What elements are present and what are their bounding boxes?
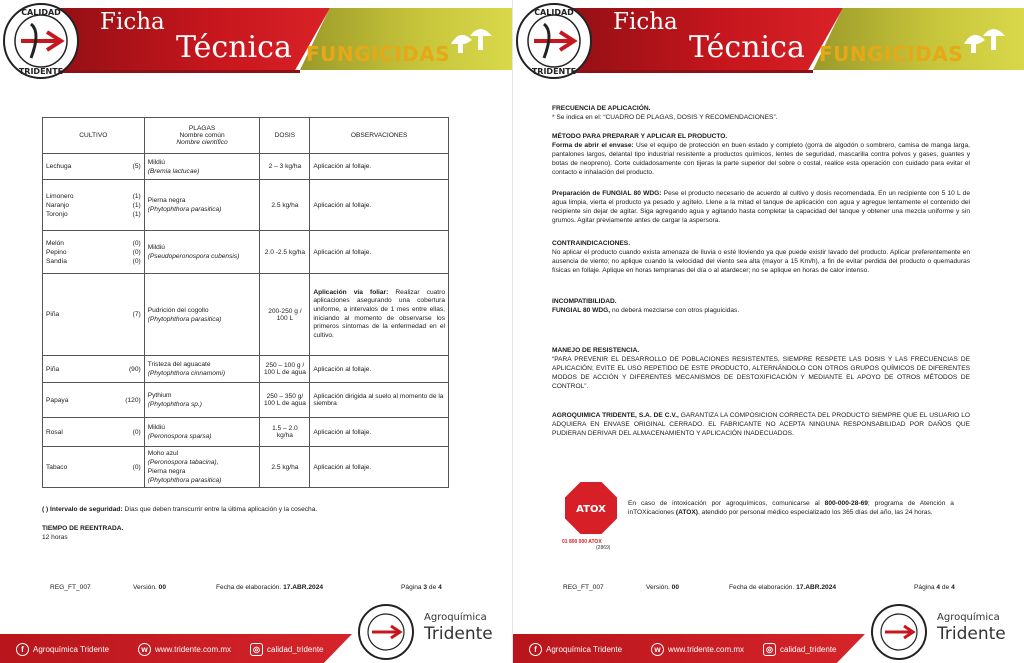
- resistance-section: [552, 346, 970, 391]
- obs-text: Aplicación al follaje.: [313, 163, 372, 170]
- pest-common-name: Moho azul: [147, 450, 179, 457]
- header-category: FUNGICIDAS: [306, 42, 451, 66]
- interval-text: Días que deben transcurrir entre la última aplicación y la cosecha.: [122, 506, 318, 513]
- instagram-icon: ◎: [763, 643, 776, 656]
- incompatibility-title: INCOMPATIBILIDAD.: [552, 298, 617, 305]
- preparation-text: Pese el producto necesario de acuerdo al cultivo y dosis recomendada. En un recipiente con 5 10 L de agua limpia, vierta el producto ya pesado y agítelo. Llene a la mitad el tanque de aplicación con agua y agregue lentamente el contenido del recipiente sin dejar de agitar. Siga agregando agua y agitando hasta completar la capacidad del tanque y obtener una mezcla uniforme y sin grumos. Agitar previamente antes de cargar la aspersora.: [552, 190, 970, 224]
- cell-cultivo: [43, 418, 145, 447]
- crop-name: Rosal: [46, 428, 63, 436]
- safety-interval: (5): [132, 163, 141, 170]
- facebook-text: Agroquímica Tridente: [33, 645, 110, 654]
- cell-plaga: [144, 383, 260, 418]
- pest-common-name: Pierna negra: [147, 468, 186, 475]
- brand-top: Agroquímica: [424, 612, 487, 623]
- safety-interval: (0): [132, 257, 141, 265]
- cell-plaga: [144, 447, 260, 488]
- safety-interval: (1): [132, 192, 141, 200]
- cell-cultivo: [43, 180, 145, 231]
- cell-cultivo: [43, 154, 145, 180]
- intox-text-2: ; programa de Atención a inTOXicaciones: [628, 500, 954, 516]
- footer-page: [401, 584, 442, 591]
- crop-name: Limonero: [46, 192, 74, 200]
- crop-name: Melón: [46, 239, 64, 247]
- web-icon: w: [651, 643, 664, 656]
- col-nombre-comun: Nombre común: [179, 132, 225, 139]
- crop-line: [46, 310, 141, 319]
- footer-reg-right: REG_FT_007: [563, 584, 604, 591]
- col-cultivo: CULTIVO: [43, 118, 145, 154]
- obs-text: Aplicación al follaje.: [313, 248, 372, 256]
- pest-scientific-name: (Bremia lactucae): [147, 167, 200, 175]
- cell-dosis: 2.5 kg/ha: [260, 447, 310, 488]
- col-observaciones: OBSERVACIONES: [310, 118, 449, 154]
- pest-scientific-name: (Phytophthora sp.): [147, 401, 202, 408]
- svg-text:CALIDAD: CALIDAD: [21, 8, 61, 17]
- obs-text: Realizar cuatro aplicaciones asegurando una cobertura uniforme, a intervalos de 1 mes entre ellas, iniciando al momento de observarse los primeros síntomas de la enfermedad en el cultivo.: [313, 288, 445, 339]
- obs-bold-label: Aplicación vía foliar:: [313, 288, 389, 296]
- mushroom-icon: [959, 22, 1009, 62]
- footer-page-total: 4: [438, 584, 442, 591]
- footer-date-value: 17.ABR.2024: [283, 584, 324, 591]
- contraindications-section: [552, 239, 970, 275]
- crop-name: Sandía: [46, 257, 67, 265]
- table-row: [43, 418, 449, 447]
- crop-line: [46, 162, 141, 171]
- footer-version-value: 00: [158, 584, 167, 591]
- obs-text: Aplicación al follaje.: [313, 365, 372, 373]
- cell-cultivo: [43, 356, 145, 383]
- cell-observaciones: [310, 180, 449, 231]
- pest-common-name: Mildiú: [147, 244, 165, 251]
- cell-plaga: [144, 418, 260, 447]
- col-nombre-cientifico: Nombre científico: [176, 139, 228, 146]
- brand-bottom: Tridente: [424, 624, 493, 644]
- safety-interval: (120): [125, 396, 141, 404]
- footer-page-of-right: de: [941, 584, 950, 591]
- frequency-title: FRECUENCIA DE APLICACIÓN.: [552, 105, 651, 112]
- cell-plaga: [144, 274, 260, 356]
- cell-dosis: 250 – 100 g / 100 L de agua: [260, 356, 310, 383]
- footer-brand-right: [937, 612, 1006, 644]
- footer-version-label: Versión.: [133, 584, 157, 591]
- footer-reg: REG_FT_007: [50, 584, 91, 591]
- safety-interval: (0): [132, 239, 141, 247]
- obs-text: Aplicación al follaje.: [313, 201, 372, 209]
- footer-page-total-right: 4: [951, 584, 955, 591]
- instagram-link[interactable]: [250, 643, 323, 656]
- header-title-tecnica: Técnica: [176, 30, 292, 65]
- intox-text-1: En caso de intoxicación por agroquímicos, comunicarse al: [628, 500, 825, 507]
- method-title: MÉTODO PARA PREPARAR Y APLICAR EL PRODUCTO.: [552, 133, 728, 140]
- instagram-text-right: calidad_tridente: [780, 645, 837, 654]
- footer-page-of: de: [428, 584, 437, 591]
- footer-page-label: Página: [401, 584, 422, 591]
- safety-interval: (0): [132, 428, 141, 436]
- cell-plaga: [144, 231, 260, 274]
- intox-phone: 800-000-28-69: [824, 500, 868, 507]
- crop-name: Toronjo: [46, 210, 68, 218]
- cell-plaga: [144, 356, 260, 383]
- reentry-title: TIEMPO DE REENTRADA.: [42, 525, 124, 532]
- table-row: [43, 274, 449, 356]
- pest-common-name: Pythium: [147, 392, 172, 399]
- crop-line: [46, 210, 141, 219]
- cell-dosis: 2 – 3 kg/ha: [260, 154, 310, 180]
- header-title-ficha: Ficha: [100, 9, 165, 35]
- cell-observaciones: [310, 418, 449, 447]
- footer-date-value-right: 17.ABR.2024: [796, 584, 837, 591]
- safety-interval: (1): [132, 210, 141, 218]
- atox-phone: 01 800 000 ATOX: [562, 539, 602, 545]
- method-section: [552, 132, 970, 177]
- pest-scientific-name: (Phytophthora parasitica): [147, 315, 222, 323]
- atox-sign-text: ATOX: [576, 504, 606, 515]
- obs-text: Aplicación dirigida al suelo al momento de la siembra: [313, 393, 444, 407]
- cell-cultivo: [43, 274, 145, 356]
- incompatibility-text: no deberá mezclarse con otros plaguicidas.: [610, 307, 740, 314]
- cell-dosis: 200-250 g / 100 L: [260, 274, 310, 356]
- cell-observaciones: [310, 231, 449, 274]
- col-dosis: DOSIS: [260, 118, 310, 154]
- brand-top-right: Agroquímica: [937, 612, 1000, 623]
- crop-name: Tabaco: [46, 463, 68, 471]
- contraindications-title: CONTRAINDICACIONES.: [552, 240, 631, 247]
- table-row: [43, 231, 449, 274]
- pest-scientific-name: (Pseudoperonospora cubensis): [147, 253, 240, 260]
- footer-page-num: 3: [423, 584, 428, 591]
- crop-name: Lechuga: [46, 163, 72, 170]
- atox-stop-sign: [562, 479, 620, 541]
- cell-plaga: [144, 154, 260, 180]
- frequency-text: * Se indica en el: “CUADRO DE PLAGAS, DOSIS Y RECOMENDACIONES”.: [552, 114, 778, 121]
- footer-date-label-right: Fecha de elaboración.: [729, 584, 795, 591]
- frequency-section: [552, 104, 970, 122]
- pest-dose-table: [42, 117, 449, 488]
- cell-cultivo: [43, 231, 145, 274]
- footer-date-label: Fecha de elaboración.: [216, 584, 282, 591]
- cell-observaciones: [310, 154, 449, 180]
- footer-page-num-right: 4: [936, 584, 941, 591]
- method-text: Use el equipo de protección en buen estado y completo (gorra de algodón o sombrero, camisa de manga larga, pantalones largos, delantal tipo industrial resistente a productos químicos, lentes de seguridad, mascarilla contra polvos y gases, guantes y botas de neopreno). Corte cuidadosamente con tijeras la parte superior del sobre o costal, realice esta operación con cuidado para evitar el contacto e inhalación del producto.: [552, 142, 970, 176]
- cell-cultivo: [43, 447, 145, 488]
- page-4: [512, 0, 1024, 663]
- crop-name: Piña: [46, 311, 60, 318]
- pest-common-name: Pierna negra: [147, 197, 186, 204]
- interval-label: ( ) Intervalo de seguridad:: [42, 506, 123, 513]
- preparation-section: [552, 189, 970, 225]
- footer-version-value-right: 00: [671, 584, 680, 591]
- pest-scientific-name: (Phytophthora parasitica): [147, 477, 222, 484]
- crop-line: [46, 463, 141, 472]
- crop-name: Pepino: [46, 248, 67, 256]
- table-row: [43, 180, 449, 231]
- guarantee-company: AGROQUIMICA TRIDENTE, S.A. DE C.V.,: [552, 412, 679, 419]
- table-row: [43, 383, 449, 418]
- table-row: [43, 447, 449, 488]
- web-text-right: www.tridente.com.mx: [668, 645, 745, 654]
- cell-cultivo: [43, 383, 145, 418]
- instagram-link-right[interactable]: [763, 643, 836, 656]
- resistance-title: MANEJO DE RESISTENCIA.: [552, 347, 640, 354]
- guarantee-section: [552, 411, 970, 438]
- safety-interval: (90): [128, 365, 141, 373]
- pest-common-name: Mildiú: [147, 158, 165, 166]
- footer-date-right: [729, 584, 836, 591]
- brand-bottom-right: Tridente: [937, 624, 1006, 644]
- pest-scientific-name: (Phytophthora parasitica): [147, 206, 222, 213]
- cell-observaciones: [310, 383, 449, 418]
- footer-version-right: [646, 584, 679, 591]
- facebook-link-right[interactable]: [529, 643, 622, 656]
- crop-line: [46, 365, 141, 374]
- instagram-icon: ◎: [250, 643, 263, 656]
- pest-scientific-name: (Peronospora tabacina),: [147, 459, 219, 466]
- table-header-row: [43, 118, 449, 154]
- method-paragraph: [552, 141, 970, 177]
- svg-text:TRIDENTE: TRIDENTE: [531, 67, 577, 76]
- crop-name: Papaya: [46, 396, 69, 404]
- footer-logo-right: [871, 604, 927, 660]
- cell-dosis: 250 – 350 g/ 100 L de agua: [260, 383, 310, 418]
- crop-line: [46, 239, 141, 248]
- web-text: www.tridente.com.mx: [155, 645, 232, 654]
- safety-interval: (1): [132, 201, 141, 209]
- cell-observaciones: [310, 274, 449, 356]
- pest-common-name: Mildiú: [147, 424, 165, 431]
- instagram-text: calidad_tridente: [267, 645, 324, 654]
- footer-logo: [358, 604, 414, 660]
- guarantee-text: GARANTIZA LA COMPOSICION CORRECTA DEL PRODUCTO SIEMPRE QUE EL USUARIO LO ADQUIERA EN ENVASE ORIGINAL CERRADO. EL FABRICANTE NO ACEPTA NINGUNA RESPONSABILIDAD POR DAÑOS QUE PUDIERAN DERIVAR DEL ALMACENAMIENTO Y APLICACIÓN INADECUADOS.: [552, 412, 970, 437]
- col-plagas-label: PLAGAS: [188, 125, 216, 132]
- cell-plaga: [144, 180, 260, 231]
- obs-text: Aplicación al follaje.: [313, 463, 372, 471]
- incompatibility-product: FUNGIAL 80 WDG,: [552, 307, 611, 314]
- contraindications-text: No aplicar el producto cuando exista amenaza de lluvia o esté lloviendo ya que puede existir lavado del producto. Aplicar preferentemente en ausencia de viento; no aplique cuando la velocidad del viento sea alta (mayor a 15 Km/h), a fin de evitar perdida del producto o quemaduras físicas en follaje. Aplique en horas tempranas del día o al atardecer; no se aplique en horas de calor intenso.: [552, 249, 970, 274]
- crop-line: [46, 257, 141, 266]
- calidad-tridente-logo-right: [515, 2, 593, 80]
- resistance-text: “PARA PREVENIR EL DESARROLLO DE POBLACIONES RESISTENTES, SIEMPRE RESPETE LAS DOSIS Y LAS FRECUENCIAS DE APLICACIÓN; EVITE EL USO REPETIDO DE ESTE PRODUCTO, ALTERNÁNDOLO CON OTROS GRUPOS QUÍMICOS DE DIFERENTES MODOS DE ACCIÓN Y DIFERENTES MECANISMOS DE DESTOXIFICACIÓN Y MEDIANTE EL APOYO DE OTROS MÉTODOS DE CONTROL”.: [552, 356, 970, 390]
- intox-atox: (ATOX): [675, 509, 698, 516]
- pest-common-name: Pudrición del cogollo: [147, 306, 209, 314]
- safety-interval: (7): [132, 311, 141, 318]
- table-row: [43, 154, 449, 180]
- crop-name: Piña: [46, 365, 60, 373]
- cell-dosis: 2.0 -2.5 kg/ha: [260, 231, 310, 274]
- crop-line: [46, 428, 141, 437]
- header-category-right: FUNGICIDAS: [819, 42, 964, 66]
- preparation-label: Preparación de FUNGIAL 80 WDG:: [552, 190, 662, 197]
- safety-interval: (0): [132, 248, 141, 256]
- header-title-tecnica-right: Técnica: [689, 30, 805, 65]
- reentry-value: 12 horas: [42, 534, 68, 541]
- facebook-link[interactable]: [16, 643, 109, 656]
- crop-line: [46, 248, 141, 257]
- calidad-tridente-logo: [2, 2, 80, 80]
- footer-version: [133, 584, 166, 591]
- pest-scientific-name: (Peronospora sparsa): [147, 433, 212, 440]
- facebook-icon: f: [16, 643, 29, 656]
- cell-observaciones: [310, 447, 449, 488]
- pest-common-name: Tristeza del aguacate: [147, 361, 211, 368]
- interval-note: [42, 505, 462, 514]
- pest-scientific-name: (Phytophthora cinnamomi): [147, 370, 226, 377]
- header-title-ficha-right: Ficha: [613, 9, 678, 35]
- facebook-icon: f: [529, 643, 542, 656]
- footer-page-label-right: Página: [914, 584, 935, 591]
- web-link-right[interactable]: [651, 643, 744, 656]
- col-plagas: [144, 118, 260, 154]
- web-icon: w: [138, 643, 151, 656]
- svg-text:CALIDAD: CALIDAD: [534, 8, 574, 17]
- svg-text:TRIDENTE: TRIDENTE: [18, 67, 64, 76]
- cell-observaciones: [310, 356, 449, 383]
- crop-line: [46, 396, 141, 405]
- method-label: Forma de abrir el envase:: [552, 142, 634, 149]
- cell-dosis: 1.5 – 2.0 kg/ha: [260, 418, 310, 447]
- atox-num: (2869): [596, 545, 611, 551]
- intoxication-section: [628, 499, 954, 517]
- crop-line: [46, 192, 141, 201]
- facebook-text-right: Agroquímica Tridente: [546, 645, 623, 654]
- footer-version-label-right: Versión.: [646, 584, 670, 591]
- obs-text: Aplicación al follaje.: [313, 428, 372, 436]
- incompatibility-section: [552, 297, 970, 315]
- incompatibility-paragraph: [552, 306, 970, 315]
- cell-dosis: 2.5 kg/ha: [260, 180, 310, 231]
- safety-interval: (0): [132, 463, 141, 471]
- footer-date: [216, 584, 323, 591]
- footer-brand: [424, 612, 493, 644]
- crop-line: [46, 201, 141, 210]
- footer-page-right: [914, 584, 955, 591]
- crop-name: Naranjo: [46, 201, 70, 209]
- web-link[interactable]: [138, 643, 231, 656]
- mushroom-icon: [446, 22, 496, 62]
- intox-text-3: , atendido por personal médico especializado los 365 días del año, las 24 horas.: [698, 509, 933, 516]
- table-row: [43, 356, 449, 383]
